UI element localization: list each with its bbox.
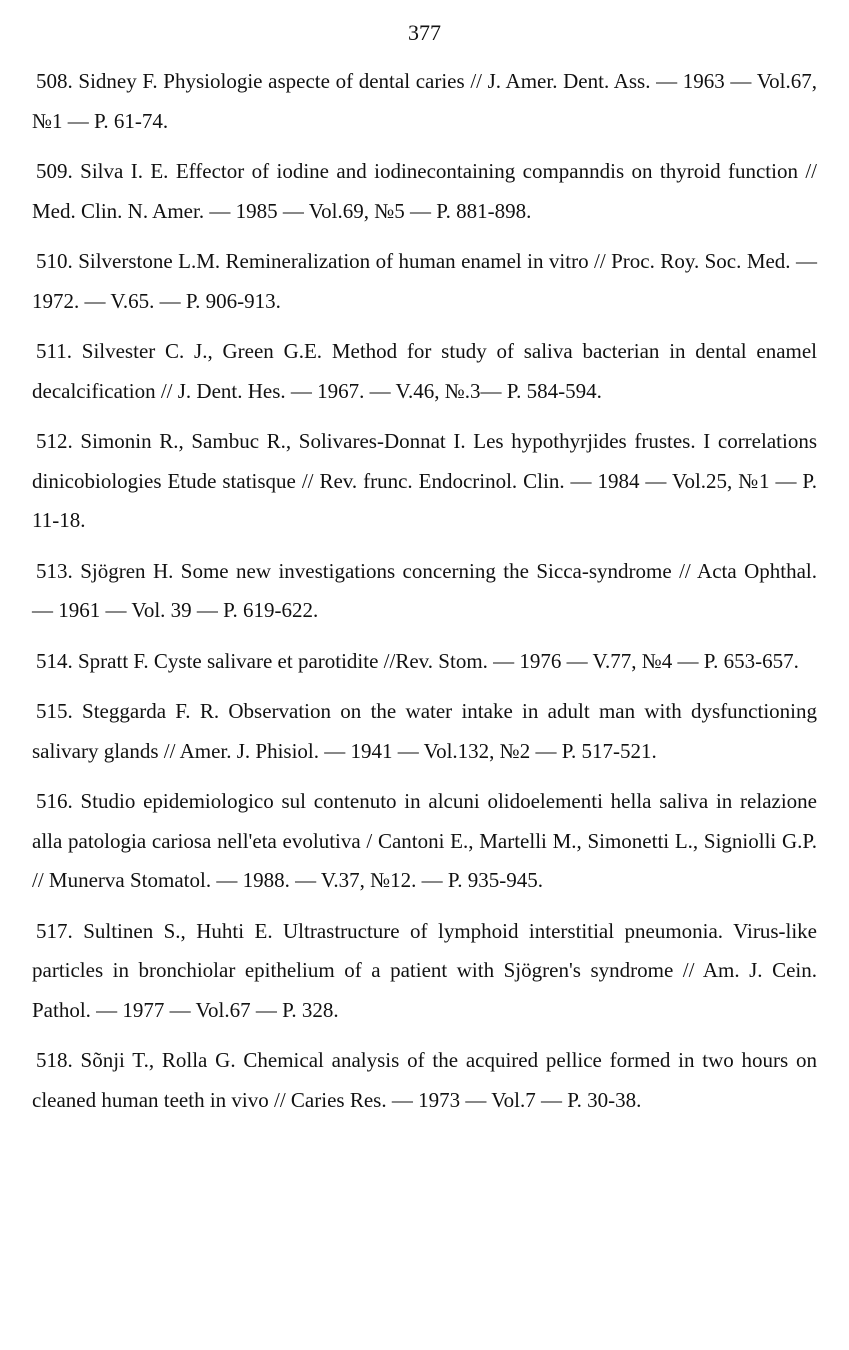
reference-text: Spratt F. Cyste salivare et parotidite //Rev. Stom. — 1976 — V.77, №4 — P. 653-657. [78,648,799,673]
reference-item [32,332,817,411]
reference-text: Studio epidemiologico sul contenuto in alcuni olidoelementi hella saliva in relazione alla patologia cariosa nell'eta evolutiva / Cantoni E., Martelli M., Simonetti L., Signiolli G.P. // Munerva Stomatol. — 1988. — V.37, №12. — P. 935-945. [32,789,817,892]
reference-text: Silva I. E. Effector of iodine and iodinecontaining companndis on thyroid function // Med. Clin. N. Amer. — 1985 — Vol.69, №5 — P. 881-898. [32,159,818,223]
reference-number: 510. [36,249,73,273]
page-number: 377 [408,20,441,45]
reference-list [32,62,817,1131]
reference-item [32,782,817,901]
reference-text: Steggarda F. R. Observation on the water intake in adult man with dysfunctioning salivary glands // Amer. J. Phisiol. — 1941 — Vol.132, №2 — P. 517-521. [32,699,817,763]
reference-item [32,242,817,321]
reference-number: 515. [36,699,73,723]
reference-text: Silvester C. J., Green G.E. Method for study of saliva bacterian in dental enamel decalcification // J. Dent. Hes. — 1967. — V.46, №.3— P. 584-594. [32,339,818,403]
reference-item [32,422,817,541]
reference-item [32,62,817,141]
reference-text: Silverstone L.M. Remineralization of human enamel in vitro // Proc. Roy. Soc. Med. — 1972. — V.65. — P. 906-913. [32,249,817,313]
reference-text: Sultinen S., Huhti E. Ultrastructure of lymphoid interstitial pneumonia. Virus-like particles in bronchiolar epithelium of a patient with Sjögren's syndrome // Am. J. Cein. Pathol. — 1977 — Vol.67 — P. 328. [32,918,817,1022]
reference-item [32,642,817,682]
reference-number: 511. [36,339,72,363]
reference-item [32,152,817,231]
reference-number: 508. [36,69,73,93]
reference-number: 513. [36,558,73,583]
reference-text: Sidney F. Physiologie aspecte of dental caries // J. Amer. Dent. Ass. — 1963 — Vol.67, №1 — P. 61-74. [32,69,817,133]
reference-text: Sõnji T., Rolla G. Chemical analysis of the acquired pellice formed in two hours on cleaned human teeth in vivo // Caries Res. — 1973 — Vol.7 — P. 30-38. [32,1048,817,1112]
reference-item [32,1041,817,1120]
reference-number: 516. [36,789,73,813]
reference-number: 514. [36,648,73,673]
reference-text: Simonin R., Sambuc R., Solivares-Donnat I. Les hypothyrjides frustes. I correlations dinicobiologies Etude statisque // Rev. frunc. Endocrinol. Clin. — 1984 — Vol.25, №1 — P. 11-18. [32,429,817,532]
reference-number: 509. [36,159,73,183]
reference-item [32,552,817,631]
reference-number: 517. [36,918,73,943]
reference-number: 512. [36,429,73,453]
reference-text: Sjögren H. Some new investigations concerning the Sicca-syndrome // Acta Ophthal. — 1961 — Vol. 39 — P. 619-622. [32,558,818,622]
reference-number: 518. [36,1048,73,1072]
reference-item [32,912,817,1031]
reference-item [32,692,817,771]
